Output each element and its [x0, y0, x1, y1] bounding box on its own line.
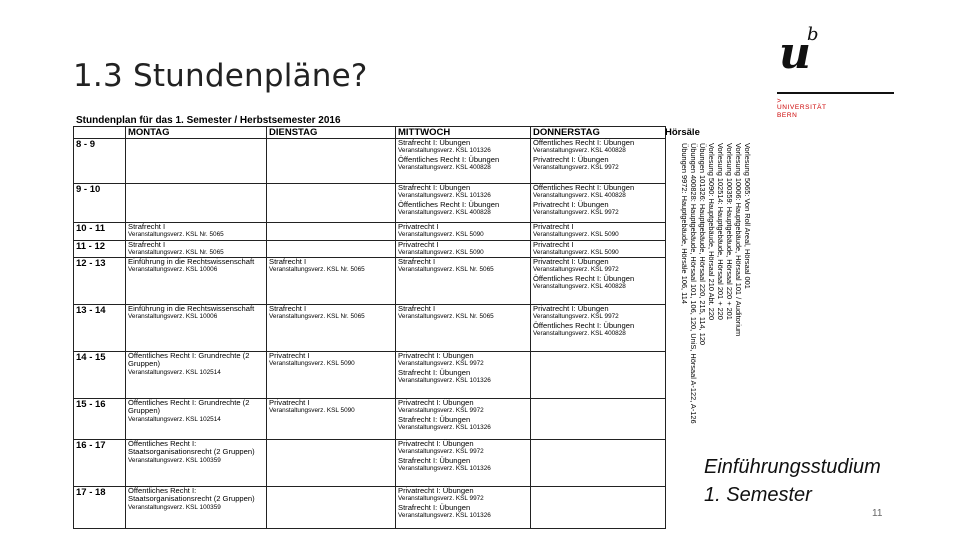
- course-title: Öffentliches Recht I: Grundrechte (2 Gruppen): [128, 398, 250, 416]
- course-title: Strafrecht I: [269, 257, 307, 267]
- schedule-cell: [531, 399, 666, 440]
- university-logo: [777, 22, 895, 122]
- course-title: Privatrecht I: Übungen: [398, 439, 474, 449]
- schedule-heading: Stundenplan für das 1. Semester / Herbstsemester 2016: [76, 115, 341, 126]
- course-reference: Veranstaltungsverz. KSL 400828: [398, 163, 491, 171]
- schedule-cell: [126, 487, 267, 529]
- table-row: [74, 139, 666, 184]
- course-title: Strafrecht I: [269, 304, 307, 314]
- schedule-cell: [531, 487, 666, 529]
- schedule-cell: [126, 305, 267, 352]
- time-slot: 16 - 17: [74, 440, 126, 487]
- course-reference: Veranstaltungsverz. KSL 400828: [398, 208, 491, 216]
- table-row: [74, 399, 666, 440]
- page-number: 11: [872, 508, 883, 519]
- course-title: Privatrecht I: Übungen: [533, 154, 609, 164]
- course-title: Einführung in die Rechtswissenschaft: [128, 304, 255, 314]
- schedule-cell: [126, 223, 267, 241]
- course-reference: Veranstaltungsverz. KSL 101326: [398, 147, 491, 155]
- logo-mark-b: b: [807, 24, 819, 45]
- column-header: DONNERSTAG: [531, 127, 666, 139]
- schedule-cell: [126, 352, 267, 399]
- logo-arrow: >: [777, 98, 782, 105]
- course-reference: Veranstaltungsverz. KSL 400828: [533, 147, 626, 155]
- schedule-cell: [396, 399, 531, 440]
- table-row: [74, 240, 666, 258]
- lecture-hall-line: Vorlesung 10006: Hauptgebäude, Hörsaal 101 / Auditorium: [734, 143, 743, 337]
- schedule-cell: [396, 352, 531, 399]
- course-title: Privatrecht I: [533, 222, 574, 231]
- course-reference: Veranstaltungsverz. KSL 10006: [128, 266, 218, 274]
- column-header: [74, 127, 126, 139]
- caption-line-1: Einführungsstudium: [704, 456, 881, 478]
- schedule-cell: [267, 305, 396, 352]
- course-title: Privatrecht I: Übungen: [533, 304, 609, 314]
- schedule-cell: [396, 440, 531, 487]
- schedule-cell: [267, 352, 396, 399]
- schedule-cell: [126, 184, 267, 223]
- course-title: Öffentliches Recht I: Staatsorganisationsrecht (2 Gruppen): [128, 439, 255, 457]
- course-reference: Veranstaltungsverz. KSL 9972: [398, 407, 484, 415]
- logo-rule: [777, 92, 894, 94]
- course-reference: Veranstaltungsverz. KSL 400828: [533, 192, 626, 200]
- course-title: Strafrecht I: Übungen: [398, 138, 471, 147]
- course-title: Öffentliches Recht I: Übungen: [533, 320, 635, 330]
- course-title: Öffentliches Recht I: Übungen: [398, 199, 500, 209]
- course-reference: Veranstaltungsverz. KSL 101326: [398, 465, 491, 473]
- course-reference: Veranstaltungsverz. KSL 101326: [398, 377, 491, 385]
- schedule-cell: [267, 399, 396, 440]
- column-header: MITTWOCH: [396, 127, 531, 139]
- lecture-hall-line: Übungen 400828: Hauptgebäude, Hörsaal 101, 106, 120, UniS, Hörsaal A-122, A-126: [689, 143, 698, 424]
- course-reference: Veranstaltungsverz. KSL 9972: [533, 313, 619, 321]
- schedule-cell: [126, 440, 267, 487]
- course-reference: Veranstaltungsverz. KSL 101326: [398, 424, 491, 432]
- course-reference: Veranstaltungsverz. KSL Nr. 5065: [269, 313, 365, 321]
- schedule-cell: [396, 487, 531, 529]
- course-reference: Veranstaltungsverz. KSL Nr. 5065: [128, 231, 224, 239]
- schedule-cell: [531, 184, 666, 223]
- schedule-header-row: [74, 127, 666, 139]
- course-title: Strafrecht I: [398, 304, 436, 314]
- course-title: Öffentliches Recht I: Staatsorganisationsrecht (2 Gruppen): [128, 486, 255, 504]
- time-slot: 12 - 13: [74, 258, 126, 305]
- course-reference: Veranstaltungsverz. KSL Nr. 5065: [128, 248, 224, 256]
- course-reference: Veranstaltungsverz. KSL 9972: [398, 360, 484, 368]
- course-title: Öffentliches Recht I: Übungen: [533, 273, 635, 283]
- course-reference: Veranstaltungsverz. KSL 5090: [398, 231, 484, 239]
- schedule-cell: [531, 258, 666, 305]
- table-row: [74, 352, 666, 399]
- time-slot: 14 - 15: [74, 352, 126, 399]
- table-row: [74, 258, 666, 305]
- schedule-cell: [126, 240, 267, 258]
- lecture-hall-line: Übungen 101326: Hauptgebäude, Hörsaal 220, 215, 114, 120: [698, 143, 707, 346]
- slide-title: 1.3 Stundenpläne?: [73, 58, 368, 94]
- schedule-cell: [531, 440, 666, 487]
- schedule-cell: [531, 305, 666, 352]
- course-reference: Veranstaltungsverz. KSL 9972: [533, 208, 619, 216]
- course-title: Strafrecht I: Übungen: [398, 502, 471, 512]
- time-slot: 13 - 14: [74, 305, 126, 352]
- logo-university-text: UNIVERSITÄT: [777, 104, 827, 111]
- time-slot: 17 - 18: [74, 487, 126, 529]
- lecture-hall-line: Übungen 9972: Hauptgebäude, Hörsäle 106, 114: [680, 143, 689, 304]
- course-title: Strafrecht I: Übungen: [398, 414, 471, 424]
- course-reference: Veranstaltungsverz. KSL 100359: [128, 456, 221, 464]
- caption-line-2: 1. Semester: [704, 484, 812, 506]
- course-title: Strafrecht I: Übungen: [398, 183, 471, 192]
- lecture-hall-line: Vorlesung 5065: Von Roll Areal, Hörsaal 001: [743, 143, 752, 289]
- schedule-cell: [126, 258, 267, 305]
- column-header: MONTAG: [126, 127, 267, 139]
- course-reference: Veranstaltungsverz. KSL 101326: [398, 192, 491, 200]
- course-title: Privatrecht I: [398, 222, 439, 231]
- schedule-cell: [396, 139, 531, 184]
- schedule-table: [73, 126, 666, 529]
- table-row: [74, 440, 666, 487]
- course-reference: Veranstaltungsverz. KSL 5090: [269, 360, 355, 368]
- logo-city-text: BERN: [777, 112, 798, 119]
- schedule-cell: [126, 399, 267, 440]
- course-title: Strafrecht I: Übungen: [398, 367, 471, 377]
- table-row: [74, 223, 666, 241]
- column-header: DIENSTAG: [267, 127, 396, 139]
- schedule-cell: [267, 240, 396, 258]
- schedule-cell: [531, 139, 666, 184]
- course-reference: Veranstaltungsverz. KSL 5090: [269, 407, 355, 415]
- course-title: Strafrecht I: [128, 239, 166, 249]
- schedule-cell: [267, 139, 396, 184]
- table-row: [74, 487, 666, 529]
- course-reference: Veranstaltungsverz. KSL 9972: [533, 266, 619, 274]
- schedule-cell: [267, 258, 396, 305]
- slide-caption: [704, 453, 881, 509]
- schedule-cell: [126, 139, 267, 184]
- course-reference: Veranstaltungsverz. KSL 400828: [533, 283, 626, 291]
- time-slot: 15 - 16: [74, 399, 126, 440]
- schedule-cell: [267, 223, 396, 241]
- schedule-cell: [396, 258, 531, 305]
- schedule-cell: [396, 240, 531, 258]
- course-title: Privatrecht I: [533, 239, 574, 249]
- course-reference: Veranstaltungsverz. KSL 5090: [533, 248, 619, 256]
- schedule-cell: [531, 223, 666, 241]
- course-title: Strafrecht I: [128, 222, 166, 231]
- course-title: Strafrecht I: Übungen: [398, 455, 471, 465]
- logo-mark-u: u: [779, 28, 811, 79]
- course-title: Privatrecht I: [398, 239, 439, 249]
- course-reference: Veranstaltungsverz. KSL Nr. 5065: [398, 313, 494, 321]
- course-reference: Veranstaltungsverz. KSL 102514: [128, 368, 221, 376]
- course-reference: Veranstaltungsverz. KSL 9972: [398, 495, 484, 503]
- schedule-cell: [531, 240, 666, 258]
- course-reference: Veranstaltungsverz. KSL 102514: [128, 415, 221, 423]
- lecture-hall-line: Vorlesung 5090: Hauptgebäude, Hörsaal 210 Abt. 220: [707, 143, 716, 321]
- schedule-cell: [396, 305, 531, 352]
- schedule-cell: [531, 352, 666, 399]
- course-title: Privatrecht I: Übungen: [398, 351, 474, 361]
- course-title: Öffentliches Recht I: Grundrechte (2 Gruppen): [128, 351, 250, 369]
- lecture-hall-line: Vorlesung 102514: Hauptgebäude, Hörsaal 201 + 220: [716, 143, 725, 320]
- table-row: [74, 305, 666, 352]
- course-reference: Veranstaltungsverz. KSL 10006: [128, 313, 218, 321]
- schedule-body: [74, 139, 666, 529]
- time-slot: 11 - 12: [74, 240, 126, 258]
- schedule-document: [73, 113, 752, 530]
- schedule-cell: [267, 440, 396, 487]
- course-title: Privatrecht I: [269, 351, 310, 361]
- time-slot: 10 - 11: [74, 223, 126, 241]
- course-title: Öffentliches Recht I: Übungen: [533, 183, 635, 192]
- course-title: Öffentliches Recht I: Übungen: [533, 138, 635, 147]
- course-reference: Veranstaltungsverz. KSL Nr. 5065: [398, 266, 494, 274]
- course-title: Privatrecht I: Übungen: [398, 486, 474, 496]
- course-reference: Veranstaltungsverz. KSL Nr. 5065: [269, 266, 365, 274]
- course-reference: Veranstaltungsverz. KSL 9972: [533, 163, 619, 171]
- course-title: Einführung in die Rechtswissenschaft: [128, 257, 255, 267]
- schedule-cell: [396, 223, 531, 241]
- course-reference: Veranstaltungsverz. KSL 101326: [398, 512, 491, 520]
- course-title: Strafrecht I: [398, 257, 436, 267]
- course-reference: Veranstaltungsverz. KSL 5090: [398, 248, 484, 256]
- schedule-cell: [267, 487, 396, 529]
- course-reference: Veranstaltungsverz. KSL 9972: [398, 448, 484, 456]
- time-slot: 8 - 9: [74, 139, 126, 184]
- course-title: Privatrecht I: Übungen: [398, 398, 474, 408]
- course-title: Privatrecht I: [269, 398, 310, 408]
- lecture-halls-label: Hörsäle: [665, 127, 700, 138]
- course-reference: Veranstaltungsverz. KSL 5090: [533, 231, 619, 239]
- course-title: Öffentliches Recht I: Übungen: [398, 154, 500, 164]
- time-slot: 9 - 10: [74, 184, 126, 223]
- course-title: Privatrecht I: Übungen: [533, 257, 609, 267]
- schedule-cell: [396, 184, 531, 223]
- schedule-cell: [267, 184, 396, 223]
- table-row: [74, 184, 666, 223]
- course-title: Privatrecht I: Übungen: [533, 199, 609, 209]
- course-reference: Veranstaltungsverz. KSL 100359: [128, 503, 221, 511]
- course-reference: Veranstaltungsverz. KSL 400828: [533, 330, 626, 338]
- lecture-hall-line: Vorlesung 100359: Hauptgebäude, Hörsaal 220 + 201: [725, 143, 734, 320]
